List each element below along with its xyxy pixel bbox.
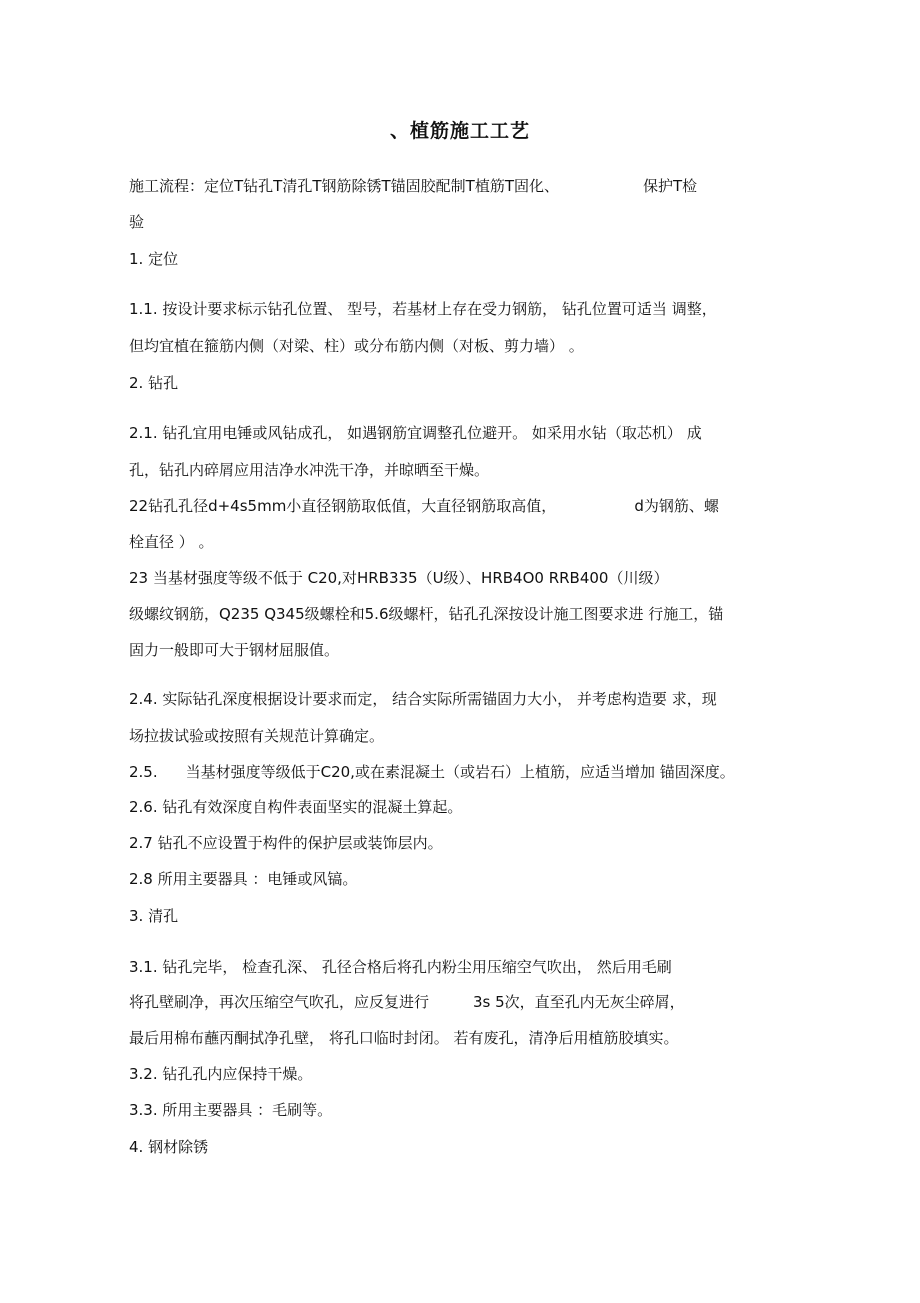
para-2-5-text: 当基材强度等级低于C20,或在素混凝土（或岩石）上植筋，应适当增加 锚固深度。 [185, 763, 735, 781]
para-1-1-line-2: 但均宜植在箍筋内侧（对梁、柱）或分布筋内侧（对板、剪力墙） 。 [129, 337, 584, 355]
para-3-1-text-tail: 3s 5次，直至孔内无灰尘碎屑， [473, 993, 685, 1011]
para-2-8: 2.8 所用主要器具 ：电锤或风镐。 [129, 870, 358, 888]
para-2-2-line-2: 栓直径 ） 。 [129, 533, 214, 551]
flow-text: 施工流程：定位T钻孔T清孔T钢筋除锈T锚固胶配制T植筋T固化、 [129, 177, 559, 195]
para-1-1-line-1: 1.1. 按设计要求标示钻孔位置、 型号，若基材上存在受力钢筋， 钻孔位置可适当 调整， [129, 300, 717, 318]
para-2-2-line-1 [129, 496, 719, 516]
page-title: 、植筋施工工艺 [389, 120, 530, 142]
para-2-2-text-tail: d为钢筋、螺 [634, 497, 719, 515]
para-2-3-line-1: 23 当基材强度等级不低于 C20,对HRB335（U级）、HRB4O0 RRB400（川级） [129, 569, 669, 587]
para-2-2-text: 22钻孔孔径d+4s5mm小直径钢筋取低值，大直径钢筋取高值， [129, 497, 557, 515]
para-3-1-line-1: 3.1. 钻孔完毕， 检查孔深、 孔径合格后将孔内粉尘用压缩空气吹出， 然后用毛刷 [129, 958, 672, 976]
para-3-1-text: 将孔壁刷净，再次压缩空气吹孔，应反复进行 [129, 993, 430, 1011]
para-2-6: 2.6. 钻孔有效深度自构件表面坚实的混凝土算起。 [129, 798, 463, 816]
para-2-7: 2.7 钻孔不应设置于构件的保护层或装饰层内。 [129, 834, 443, 852]
para-2-3-line-3: 固力一般即可大于钢材屈服值。 [129, 641, 340, 659]
para-3-1-line-3: 最后用棉布蘸丙酮拭净孔壁， 将孔口临时封闭。 若有废孔，清净后用植筋胶填实。 [129, 1029, 679, 1047]
section-4-heading: 4. 钢材除锈 [129, 1138, 209, 1156]
flow-text-tail: 保护T检 [642, 177, 698, 195]
para-2-5 [129, 762, 735, 782]
para-2-3-line-2: 级螺纹钢筋，Q235 Q345级螺栓和5.6级螺杆，钻孔孔深按设计施工图要求进 行施工，锚 [129, 605, 724, 623]
para-2-5-number: 2.5. [129, 763, 158, 781]
flow-line-1 [129, 176, 697, 196]
para-2-1-line-2: 孔，钻孔内碎屑应用洁净水冲洗干净，并晾晒至干燥。 [129, 461, 490, 479]
section-2-heading: 2. 钻孔 [129, 374, 179, 392]
flow-line-2: 验 [129, 213, 145, 231]
para-3-2: 3.2. 钻孔孔内应保持干燥。 [129, 1065, 313, 1083]
section-3-heading: 3. 清孔 [129, 907, 179, 925]
para-2-4-line-1: 2.4. 实际钻孔深度根据设计要求而定， 结合实际所需锚固力大小， 并考虑构造要 求，现 [129, 690, 717, 708]
para-2-4-line-2: 场拉拔试验或按照有关规范计算确定。 [129, 727, 385, 745]
para-2-1-line-1: 2.1. 钻孔宜用电锤或风钻成孔， 如遇钢筋宜调整孔位避开。 如采用水钻（取芯机） 成 [129, 424, 702, 442]
para-3-3: 3.3. 所用主要器具 ：毛刷等。 [129, 1101, 333, 1119]
section-1-heading: 1. 定位 [129, 250, 179, 268]
para-3-1-line-2 [129, 992, 685, 1012]
